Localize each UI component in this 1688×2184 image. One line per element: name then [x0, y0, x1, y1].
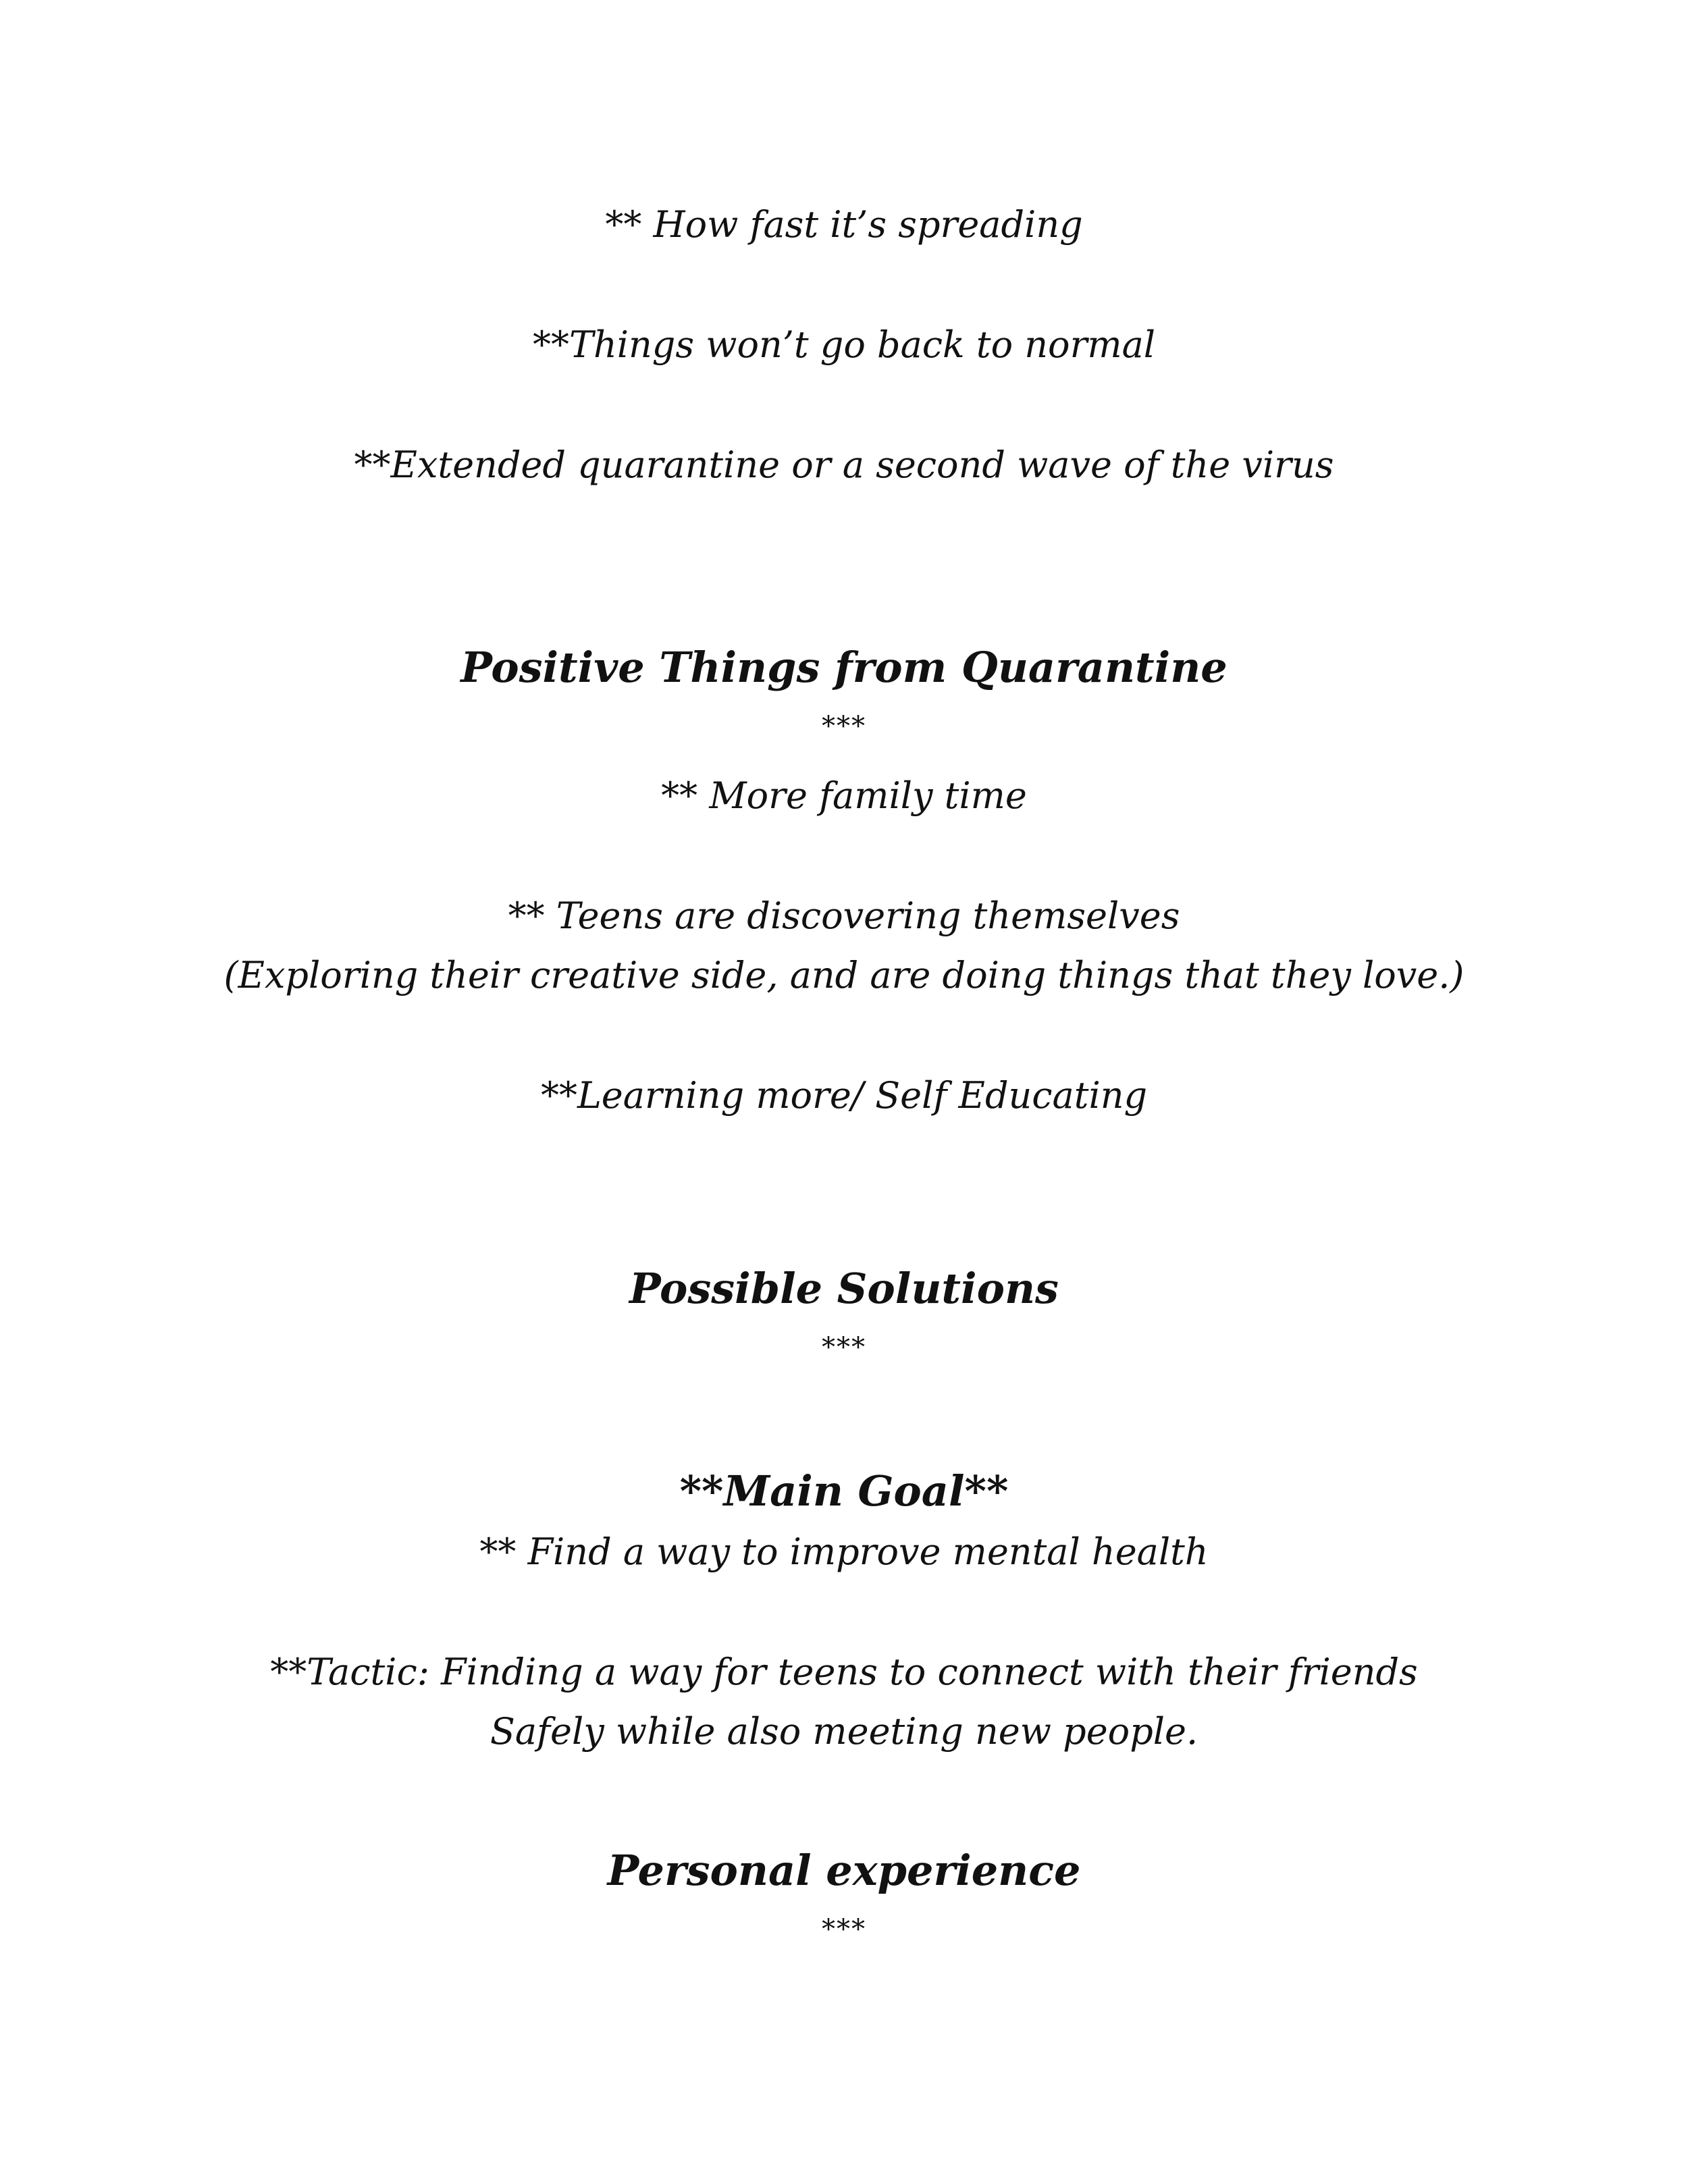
- section-heading-solutions: Possible Solutions: [629, 1264, 1059, 1313]
- section-separator: ***: [822, 711, 866, 742]
- concern-item: ** How fast it’s spreading: [605, 203, 1083, 246]
- tactic-text: **Tactic: Finding a way for teens to connect with their friends: [270, 1651, 1418, 1693]
- section-separator: ***: [822, 1332, 866, 1363]
- section-separator: ***: [822, 1914, 866, 1945]
- positive-item-detail: (Exploring their creative side, and are doing things that they love.): [223, 954, 1465, 996]
- positive-item: ** Teens are discovering themselves: [508, 895, 1180, 937]
- section-heading-personal: Personal experience: [607, 1846, 1081, 1895]
- section-heading-positive: Positive Things from Quarantine: [460, 643, 1228, 692]
- tactic-text-continued: Safely while also meeting new people.: [490, 1710, 1198, 1753]
- positive-item: ** More family time: [661, 774, 1027, 817]
- main-goal-text: ** Find a way to improve mental health: [479, 1530, 1209, 1573]
- positive-item: **Learning more/ Self Educating: [540, 1074, 1148, 1117]
- concern-item: **Things won’t go back to normal: [532, 323, 1156, 366]
- main-goal-heading: **Main Goal**: [679, 1466, 1009, 1516]
- concern-item: **Extended quarantine or a second wave of the virus: [354, 444, 1334, 486]
